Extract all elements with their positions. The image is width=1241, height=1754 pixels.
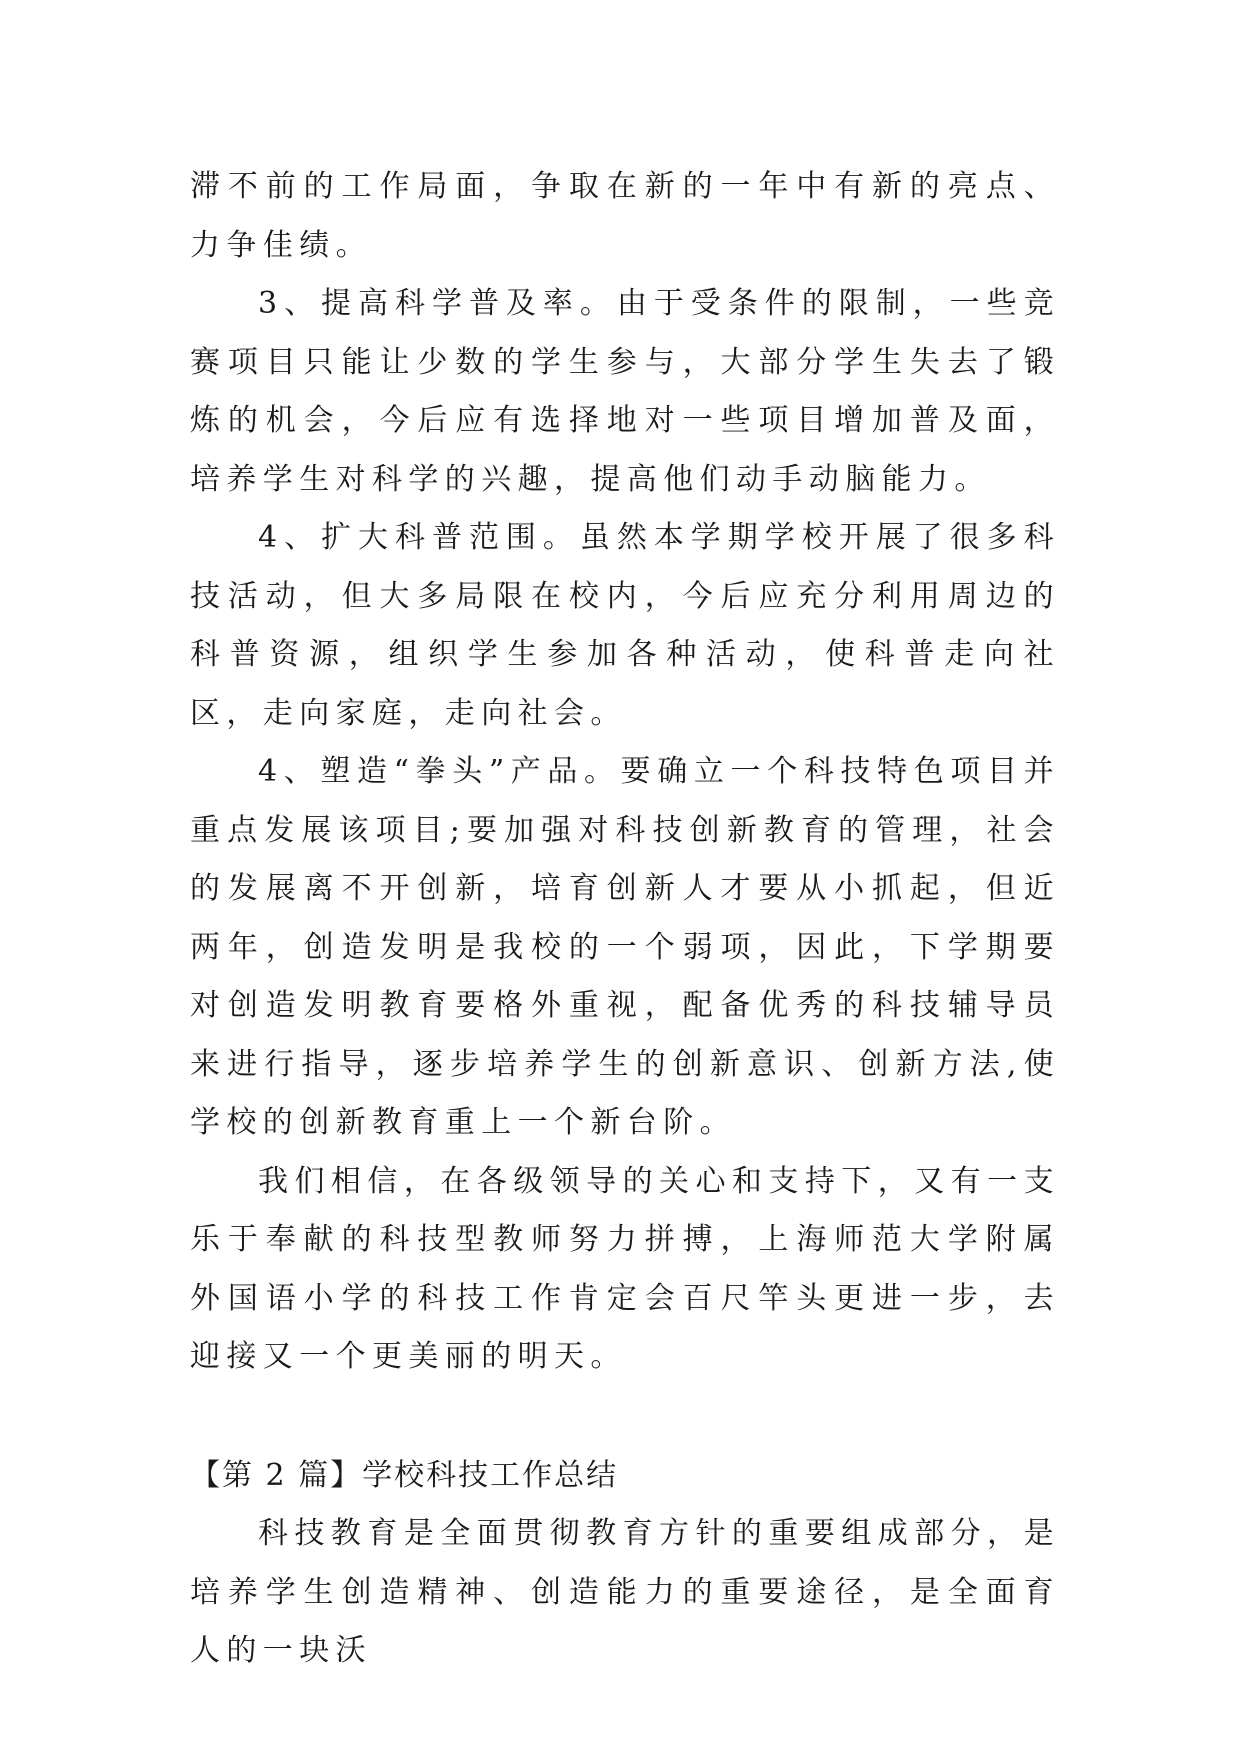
document-body — [190, 158, 1060, 1681]
paragraph-item-3: 3、提高科学普及率。由于受条件的限制，一些竞赛项目只能让少数的学生参与，大部分学生失去了锻炼的机会，今后应有选择地对一些项目增加普及面，培养学生对科学的兴趣，提高他们动手动脑能力。 — [190, 286, 1060, 497]
paragraph-conclusion: 我们相信，在各级领导的关心和支持下，又有一支乐于奉献的科技型教师努力拼搏，上海师范大学附属外国语小学的科技工作肯定会百尺竿头更进一步，去迎接又一个更美丽的明天。 — [190, 1163, 1060, 1374]
paragraph-continuation: 滞不前的工作局面，争取在新的一年中有新的亮点、力争佳绩。 — [190, 169, 1060, 263]
section-heading: 【第 2 篇】学校科技工作总结 — [190, 1457, 619, 1493]
section-paragraph: 科技教育是全面贯彻教育方针的重要组成部分，是培养学生创造精神、创造能力的重要途径，是全面育人的一块沃 — [190, 1516, 1060, 1668]
paragraph-item-4-science-scope: 4、扩大科普范围。虽然本学期学校开展了很多科技活动，但大多局限在校内，今后应充分利用周边的科普资源，组织学生参加各种活动，使科普走向社区，走向家庭，走向社会。 — [190, 520, 1060, 731]
paragraph-item-4-flagship-product: 4、塑造“拳头”产品。要确立一个科技特色项目并重点发展该项目;要加强对科技创新教育的管理，社会的发展离不开创新，培育创新人才要从小抓起，但近两年，创造发明是我校的一个弱项，因此，下学期要对创造发明教育要格外重视，配备优秀的科技辅导员来进行指导，逐步培养学生的创新意识、创新方法,使学校的创新教育重上一个新台阶。 — [190, 754, 1060, 1140]
